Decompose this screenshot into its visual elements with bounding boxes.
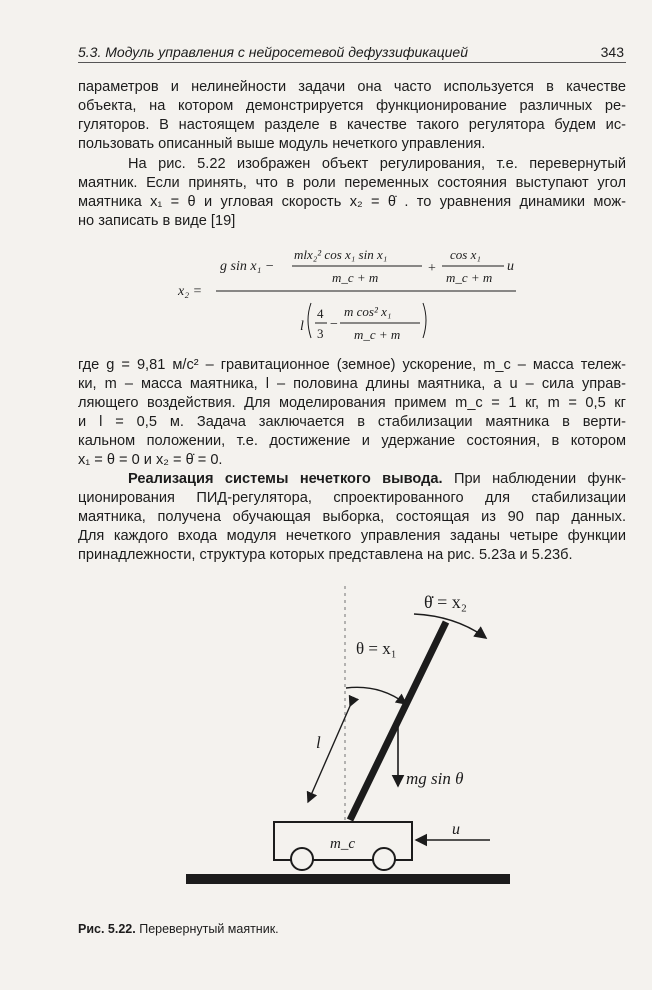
angular-velocity-arrow <box>414 614 486 638</box>
figure-caption <box>78 922 279 936</box>
text-line: x₁ = θ = 0 и x₂ = θ̇ = 0. <box>78 452 223 468</box>
figure-caption-label: Рис. 5.22. <box>78 922 136 936</box>
text-line: гуляторов. В настоящем разделе в качестве такого регулятора будем ис- <box>78 117 626 133</box>
text-run: При наблюдении функ- <box>442 471 626 487</box>
text-line: маятник. Если принять, что в роли переменных состояния выступают угол <box>78 175 626 191</box>
fraction-3-numerator: m cos² x₁ <box>344 304 392 319</box>
text-line: параметров и нелинейности задачи она часто используется в качестве <box>78 79 626 95</box>
length-label: l <box>316 733 321 752</box>
dynamics-equation <box>170 240 530 350</box>
plus-sign: + <box>428 261 436 276</box>
text-line: маятника, получена обучающая выборка, состоящая из 90 пар данных. <box>78 509 626 525</box>
text-line: пользовать описанный выше модуль нечеткого управления. <box>78 136 486 152</box>
paragraph-2 <box>78 155 626 231</box>
minus-sign: − <box>330 317 338 332</box>
running-header-title: 5.3. Модуль управления с нейросетевой дефуззификацией <box>78 44 468 60</box>
text-line: кальном положении, т.е. достижение и удержание состояния, в котором <box>78 433 626 449</box>
text-line: но записать в виде [19] <box>78 213 236 229</box>
gravity-force-label: mg sin θ <box>406 769 464 788</box>
page-number: 343 <box>600 44 624 60</box>
text-line: и l = 0,5 м. Задача заключается в стабилизации маятника в верти- <box>78 414 626 430</box>
control-force-label: u <box>452 821 460 838</box>
text-line <box>78 470 626 489</box>
numeral-four: 4 <box>317 306 324 321</box>
figure-caption-text: Перевернутый маятник. <box>135 922 279 936</box>
angle-label: θ = x₁ <box>356 639 397 658</box>
text-line: ционирования ПИД-регулятора, спроектированного для стабилизации <box>78 490 626 506</box>
length-arrow <box>308 706 350 802</box>
running-header <box>78 44 626 63</box>
cart-mass-label: m_c <box>330 836 355 852</box>
numeral-three: 3 <box>317 326 324 341</box>
text-line: ки, m – масса маятника, l – половина длины маятника, а u – сила управ- <box>78 376 626 392</box>
section-run-in-heading: Реализация системы нечеткого вывода. <box>128 471 443 487</box>
cart-wheel-left <box>291 848 313 870</box>
angular-velocity-label: θ̇ = x₂ <box>424 592 468 612</box>
paragraph-4 <box>78 470 626 565</box>
length-symbol: l <box>300 319 304 334</box>
fraction-1-denominator: m_c + m <box>332 270 379 285</box>
fraction-2-numerator: cos x₁ <box>450 247 481 262</box>
text-line: принадлежности, структура которых представлена на рис. 5.23а и 5.23б. <box>78 547 573 563</box>
equation-lhs: x₂ = <box>178 284 203 299</box>
text-line: объекта, на котором демонстрируется функционирование различных ре- <box>78 98 626 114</box>
numerator-term: g sin x₁ − <box>220 259 275 274</box>
text-line: где g = 9,81 м/с² – гравитационное (земное) ускорение, m_c – масса тележ- <box>78 357 626 373</box>
text-line: ляющего воздействия. Для моделирования примем m_c = 1 кг, m = 0,5 кг <box>78 395 626 411</box>
fraction-1-numerator: mlx₂² cos x₁ sin x₁ <box>294 247 388 262</box>
fraction-3-denominator: m_c + m <box>354 327 401 342</box>
angle-arc <box>346 687 406 704</box>
paragraph-1 <box>78 78 626 154</box>
inverted-pendulum-figure <box>180 580 530 900</box>
text-line: маятника x₁ = θ и угловая скорость x₂ = θ̇ . то уравнения динамики мож- <box>78 194 626 210</box>
cart-wheel-right <box>373 848 395 870</box>
ground-bar <box>186 874 510 884</box>
control-symbol: u <box>507 259 514 274</box>
text-line: Для каждого входа модуля нечеткого управления заданы четыре функции <box>78 528 626 544</box>
paragraph-3 <box>78 356 626 470</box>
text-line: На рис. 5.22 изображен объект регулирования, т.е. перевернутый <box>128 156 626 172</box>
fraction-2-denominator: m_c + m <box>446 270 493 285</box>
